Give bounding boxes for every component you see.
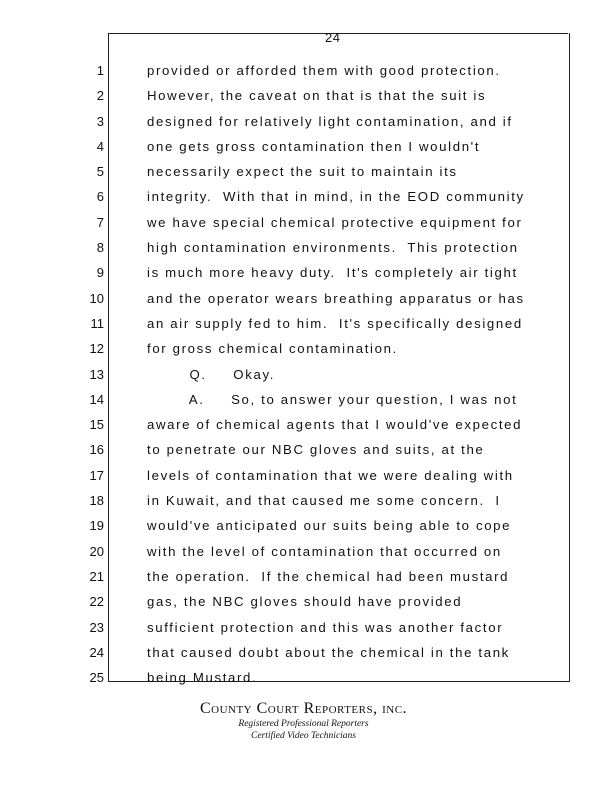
- line-number: 5: [96, 164, 104, 180]
- transcript-line: we have special chemical protective equipment for: [147, 214, 523, 230]
- transcript-line: A. So, to answer your question, I was not: [147, 391, 518, 407]
- line-number: 13: [89, 366, 104, 382]
- line-number: 25: [89, 670, 104, 686]
- line-number: 24: [89, 644, 104, 660]
- line-number: 7: [96, 214, 104, 230]
- transcript-line: sufficient protection and this was another factor: [147, 619, 504, 635]
- transcript-line: with the level of contamination that occurred on: [147, 543, 502, 559]
- line-number: 6: [96, 189, 104, 205]
- line-number: 20: [89, 543, 104, 559]
- transcript-line: aware of chemical agents that I would've expected: [147, 417, 523, 433]
- transcript-line: levels of contamination that we were dealing with: [147, 467, 514, 483]
- transcript-line: gas, the NBC gloves should have provided: [147, 594, 463, 610]
- transcript-line: one gets gross contamination then I wouldn't: [147, 138, 481, 154]
- line-number: 12: [89, 341, 104, 357]
- line-number: 11: [90, 315, 104, 331]
- line-number: 8: [96, 240, 104, 256]
- line-number: 9: [96, 265, 104, 281]
- transcript-line: that caused doubt about the chemical in the tank: [147, 644, 510, 660]
- line-number: 16: [89, 442, 104, 458]
- transcript-line: provided or afforded them with good protection.: [147, 63, 501, 78]
- line-number-column: [60, 58, 106, 690]
- transcript-line: being Mustard.: [147, 670, 258, 686]
- transcript-line: is much more heavy duty. It's completely air tight: [147, 265, 518, 281]
- transcript-line: would've anticipated our suits being able to cope: [147, 518, 512, 534]
- line-number: 23: [89, 619, 104, 635]
- transcript-line: integrity. With that in mind, in the EOD community: [147, 189, 525, 205]
- transcript-line: for gross chemical contamination.: [147, 341, 398, 357]
- line-number: 10: [89, 290, 104, 306]
- firm-name: County Court Reporters, inc.: [199, 700, 408, 717]
- transcript-line: in Kuwait, and that caused me some concern. I: [147, 493, 501, 509]
- footer-line-2: Certified Video Technicians: [250, 731, 356, 741]
- transcript-text: [147, 58, 547, 690]
- transcript-line: the operation. If the chemical had been mustard: [147, 568, 510, 584]
- line-number: 2: [96, 88, 104, 104]
- page-number: 24: [325, 30, 341, 45]
- line-number: 3: [96, 113, 104, 129]
- line-number: 14: [89, 391, 104, 407]
- line-number: 17: [89, 467, 104, 483]
- transcript-line: necessarily expect the suit to maintain its: [147, 164, 458, 180]
- line-number: 21: [89, 568, 104, 584]
- footer-line-1: Registered Professional Reporters: [238, 719, 369, 729]
- footer: [0, 700, 607, 742]
- transcript-line: designed for relatively light contamination, and if: [147, 113, 513, 129]
- line-number: 4: [96, 138, 104, 154]
- line-number: 19: [89, 518, 104, 534]
- transcript-line: to penetrate our NBC gloves and suits, at the: [147, 442, 485, 458]
- line-number: 1: [96, 63, 104, 78]
- line-number: 15: [89, 417, 104, 433]
- line-number: 22: [89, 594, 104, 610]
- line-number: 18: [89, 493, 104, 509]
- transcript-line: Q. Okay.: [147, 366, 276, 382]
- transcript-line: and the operator wears breathing apparatus or has: [147, 290, 525, 306]
- transcript-line: However, the caveat on that is that the suit is: [147, 88, 487, 104]
- transcript-line: high contamination environments. This protection: [147, 240, 519, 256]
- transcript-line: an air supply fed to him. It's specifically designed: [147, 315, 523, 331]
